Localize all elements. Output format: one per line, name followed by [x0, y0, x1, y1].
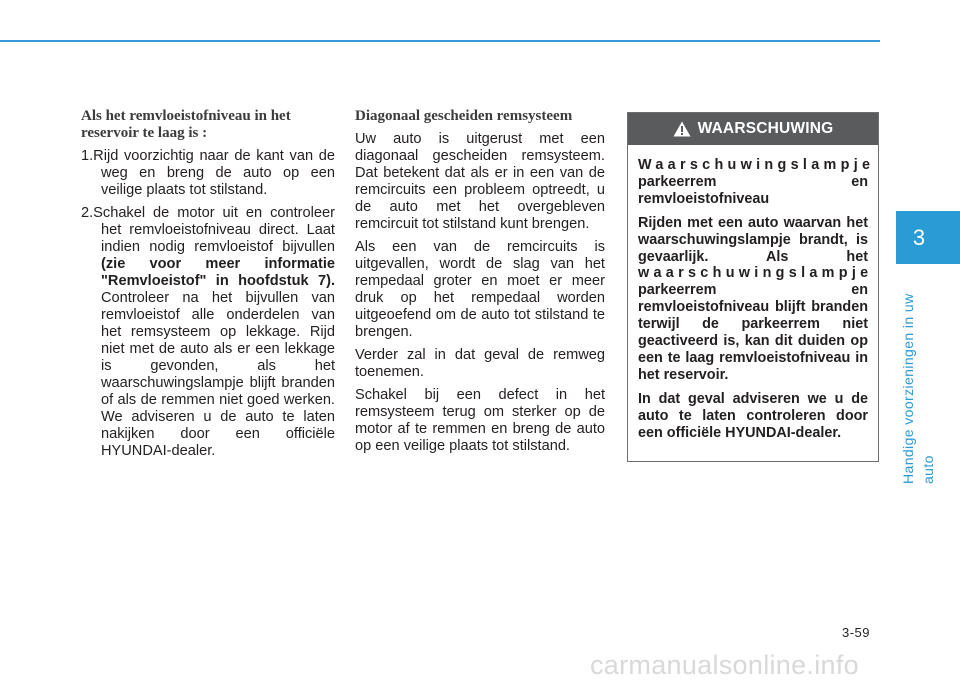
step-2-text-c: Controleer na het bijvullen van remvloeistof alle onderdelen van het remsysteem op lekkage. Rijd niet met de auto als er een lekkage is gevonden, als het waarschuwingslampje blijft branden of als de remmen niet goed werken. We adviseren u de auto te laten nakijken door een officiële HYUNDAI-dealer. — [101, 290, 335, 459]
low-fluid-heading: Als het remvloeistofniveau in het reservoir te laag is : — [81, 108, 291, 141]
chapter-title-vertical — [896, 268, 936, 486]
warning-paragraph-2-a: Rijden met een auto waarvan het waarschuwingslampje brandt, is gevaarlijk. Als het — [638, 214, 868, 265]
chapter-title: Handige voorzieningen in uw auto — [900, 293, 936, 484]
paragraph-1: Uw auto is uitgerust met een diagonaal gescheiden remsysteem. Dat betekent dat als er in een van de remcircuits een probleem optreedt, u de auto met het overgebleven remcircuit tot stilstand kunt brengen. — [355, 131, 605, 232]
warning-paragraph-2 — [638, 214, 873, 384]
page-number: 3-59 — [842, 625, 871, 640]
header-rule — [0, 40, 880, 42]
step-1: 1.Rijd voorzichtig naar de kant van de weg en breng de auto op een veilige plaats tot stilstand. — [81, 148, 335, 198]
chapter-number: 3 — [912, 224, 926, 250]
warning-paragraph-2-b: parkeerrem en remvloeistofniveau blijft branden terwijl de parkeerrem niet geactiveerd is, kan dit duiden op een te laag remvloeistofniveau in het reservoir. — [638, 282, 868, 383]
warning-body — [628, 145, 878, 442]
warning-paragraph-1-rest: parkeerrem en remvloeistofniveau — [638, 173, 868, 207]
step-2-reference: (zie voor meer informatie "Remvloeistof" in hoofdstuk 7). — [101, 256, 335, 289]
watermark: carmanualsonline.info — [590, 650, 859, 680]
step-2-text-a: 2.Schakel de motor uit en controleer het remvloeistofniveau direct. Laat indien nodig remvloeistof bijvullen — [81, 205, 335, 255]
chapter-tab — [896, 211, 960, 264]
warning-header — [628, 113, 878, 145]
paragraph-4: Schakel bij een defect in het remsysteem terug om sterker op de motor af te remmen en breng de auto op een veilige plaats tot stilstand. — [355, 387, 605, 454]
steps-list — [81, 148, 335, 460]
warning-paragraph-1 — [638, 157, 875, 208]
paragraph-2: Als een van de remcircuits is uitgevallen, wordt de slag van het rempedaal groter en moet er meer druk op het rempedaal worden uitgeoefend om de auto tot stilstand te brengen. — [355, 239, 605, 340]
warning-box — [627, 112, 879, 462]
warning-title: WAARSCHUWING — [697, 120, 834, 137]
step-2 — [81, 205, 335, 460]
warning-paragraph-3: In dat geval adviseren we u de auto te laten controleren door een officiële HYUNDAI-dealer. — [638, 390, 868, 441]
diagonal-system-heading: Diagonaal gescheiden remsysteem — [355, 108, 573, 124]
warning-triangle-icon — [673, 121, 691, 137]
middle-column — [355, 108, 605, 461]
warning-lamp-term: Waarschuwingslampje — [638, 157, 875, 173]
left-column — [81, 108, 335, 466]
warning-lamp-term-2: waarschuwingslampje — [638, 265, 873, 282]
paragraph-3: Verder zal in dat geval de remweg toenemen. — [355, 347, 605, 380]
